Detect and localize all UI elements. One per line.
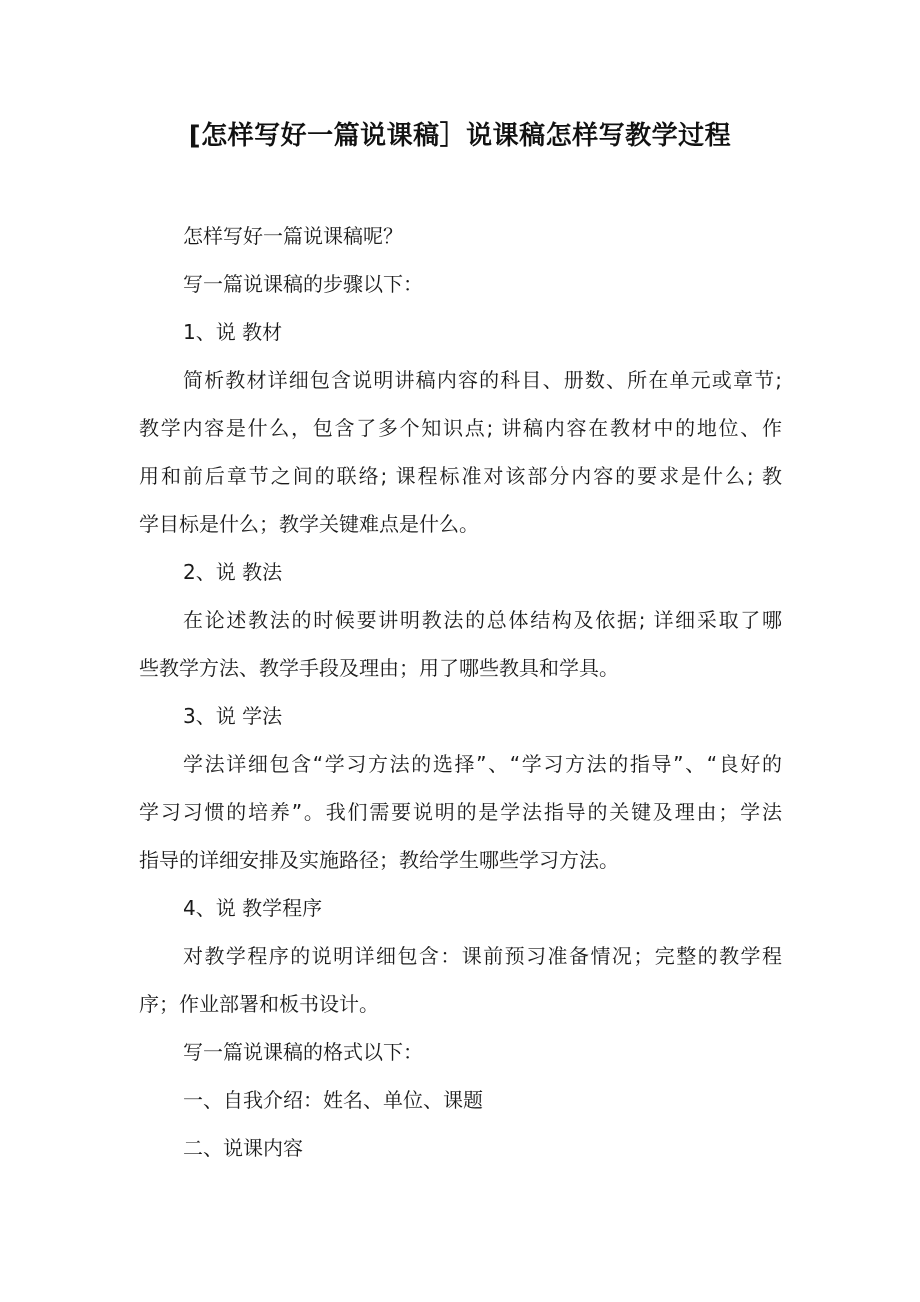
document-title: [怎样写好一篇说课稿］说课稿怎样写教学过程 (188, 121, 732, 151)
paragraph-line: 学目标是什么；教学关键难点是什么。 (139, 512, 479, 536)
paragraph-line: 些教学方法、教学手段及理由；用了哪些教具和学具。 (139, 656, 619, 680)
paragraph-line: 学习习惯的培养”。我们需要说明的是学法指导的关键及理由；学法 (139, 800, 782, 824)
paragraph-line: 用和前后章节之间的联络; 课程标准对该部分内容的要求是什么; 教 (139, 464, 782, 488)
format-item-lesson-content: 二、说课内容 (183, 1136, 303, 1160)
paragraph-line: 教学内容是什么，包含了多个知识点; 讲稿内容在教材中的地位、作 (139, 416, 782, 440)
paragraph-line: 写一篇说课稿的格式以下： (183, 1040, 423, 1064)
paragraph-line: 简析教材详细包含说明讲稿内容的科目、册数、所在单元或章节; (183, 368, 782, 392)
paragraph-line: 怎样写好一篇说课稿呢？ (183, 224, 403, 248)
section-heading-learning-method: 3、说 学法 (183, 704, 283, 728)
paragraph-line: 序；作业部署和板书设计。 (139, 992, 379, 1016)
document-body (139, 212, 782, 1172)
paragraph-line: 学法详细包含“学习方法的选择”、“学习方法的指导”、“良好的 (183, 752, 782, 776)
section-heading-teaching-procedure: 4、说 教学程序 (183, 896, 323, 920)
section-heading-teaching-method: 2、说 教法 (183, 560, 283, 584)
paragraph-line: 在论述教法的时候要讲明教法的总体结构及依据; 详细采取了哪 (183, 608, 782, 632)
paragraph-line: 指导的详细安排及实施路径；教给学生哪些学习方法。 (139, 848, 619, 872)
section-heading-textbook: 1、说 教材 (183, 320, 283, 344)
format-item-self-introduction: 一、自我介绍：姓名、单位、课题 (183, 1088, 483, 1112)
paragraph-line: 写一篇说课稿的步骤以下： (183, 272, 423, 296)
paragraph-line: 对教学程序的说明详细包含：课前预习准备情况；完整的教学程 (183, 944, 782, 968)
